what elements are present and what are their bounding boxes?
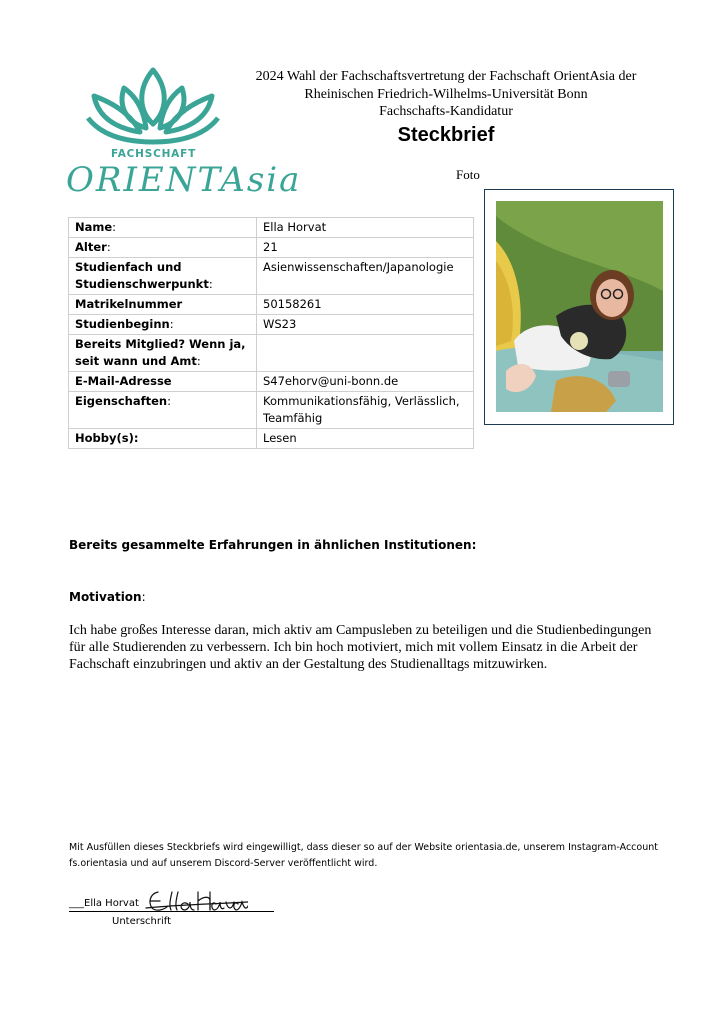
row-label: E-Mail-Adresse xyxy=(75,374,172,388)
row-label-suffix: : xyxy=(169,317,174,331)
table-row xyxy=(69,258,474,295)
table-row xyxy=(69,315,474,335)
row-value: Ella Horvat xyxy=(257,218,474,238)
table-row xyxy=(69,238,474,258)
row-label-cell xyxy=(69,429,257,449)
row-value: WS23 xyxy=(257,315,474,335)
row-label-suffix: : xyxy=(196,354,201,368)
motivation-colon: : xyxy=(141,590,146,604)
row-value: Kommunikationsfähig, Verlässlich, Teamfähig xyxy=(257,392,474,429)
row-label-cell xyxy=(69,295,257,315)
row-label-suffix: : xyxy=(106,240,111,254)
candidate-info-table xyxy=(68,217,474,449)
row-value: 50158261 xyxy=(257,295,474,315)
motivation-heading xyxy=(69,590,146,604)
row-value: Asienwissenschaften/Japanologie xyxy=(257,258,474,295)
table-row xyxy=(69,335,474,372)
row-label: Matrikelnummer xyxy=(75,297,183,311)
row-label-cell xyxy=(69,218,257,238)
signature-name-line: ___Ella Horvat xyxy=(69,898,139,909)
table-row xyxy=(69,429,474,449)
row-label-suffix: : xyxy=(208,277,213,291)
row-label: Name xyxy=(75,220,113,234)
row-label-suffix: : xyxy=(167,394,171,408)
header-line-2: Rheinischen Friedrich-Wilhelms-Universität Bonn xyxy=(304,87,588,102)
page-title: Steckbrief xyxy=(397,124,495,146)
row-value: Lesen xyxy=(257,429,474,449)
handwritten-signature xyxy=(144,888,248,914)
row-label: Eigenschaften xyxy=(75,394,168,408)
row-label-cell xyxy=(69,315,257,335)
row-label: Alter xyxy=(75,240,107,254)
motivation-label: Motivation xyxy=(69,590,142,604)
photo-frame xyxy=(484,189,674,425)
row-value xyxy=(257,335,474,372)
orientasia-logo xyxy=(66,66,302,206)
row-label-cell xyxy=(69,392,257,429)
row-label: Bereits Mitglied? Wenn ja, seit wann und Amt xyxy=(75,337,246,368)
row-label: Hobby(s): xyxy=(75,431,139,445)
table-row xyxy=(69,392,474,429)
table-row xyxy=(69,218,474,238)
table-row xyxy=(69,372,474,392)
header-line-3: Fachschafts-Kandidatur xyxy=(379,104,513,119)
signature-label: Unterschrift xyxy=(112,916,172,927)
candidate-photo xyxy=(496,201,663,412)
table-row xyxy=(69,295,474,315)
photo-label: Foto xyxy=(456,167,480,182)
row-label-cell xyxy=(69,238,257,258)
row-value: S47ehorv@uni-bonn.de xyxy=(257,372,474,392)
row-label-cell xyxy=(69,335,257,372)
row-value: 21 xyxy=(257,238,474,258)
erfahrungen-heading: Bereits gesammelte Erfahrungen in ähnlichen Institutionen: xyxy=(69,538,477,552)
lotus-icon xyxy=(66,66,241,154)
motivation-text: Ich habe großes Interesse daran, mich aktiv am Campusleben zu beteiligen und die Studienbedingungen für alle Studierenden zu verbessern. Ich bin hoch motiviert, mich mit vollem Einsatz in die Arbeit der Fachschaft einzubringen und aktiv an der Gestaltung des Studienalltags mitzuwirken. xyxy=(69,623,652,672)
row-label-suffix: : xyxy=(112,220,117,234)
logo-orientasia-text: ORIENTAsia xyxy=(66,160,302,200)
consent-text: Mit Ausfüllen dieses Steckbriefs wird eingewilligt, dass dieser so auf der Website orientasia.de, unserem Instagram-Account fs.orientasia und auf unserem Discord-Server veröffentlicht wird. xyxy=(69,842,658,869)
row-label: Studienfach und Studienschwerpunkt xyxy=(75,260,209,291)
logo-fachschaft-text: FACHSCHAFT xyxy=(110,148,197,160)
header-line-1: 2024 Wahl der Fachschaftsvertretung der Fachschaft OrientAsia der xyxy=(255,69,637,84)
row-label: Studienbeginn xyxy=(75,317,170,331)
row-label-cell xyxy=(69,372,257,392)
row-label-cell xyxy=(69,258,257,295)
